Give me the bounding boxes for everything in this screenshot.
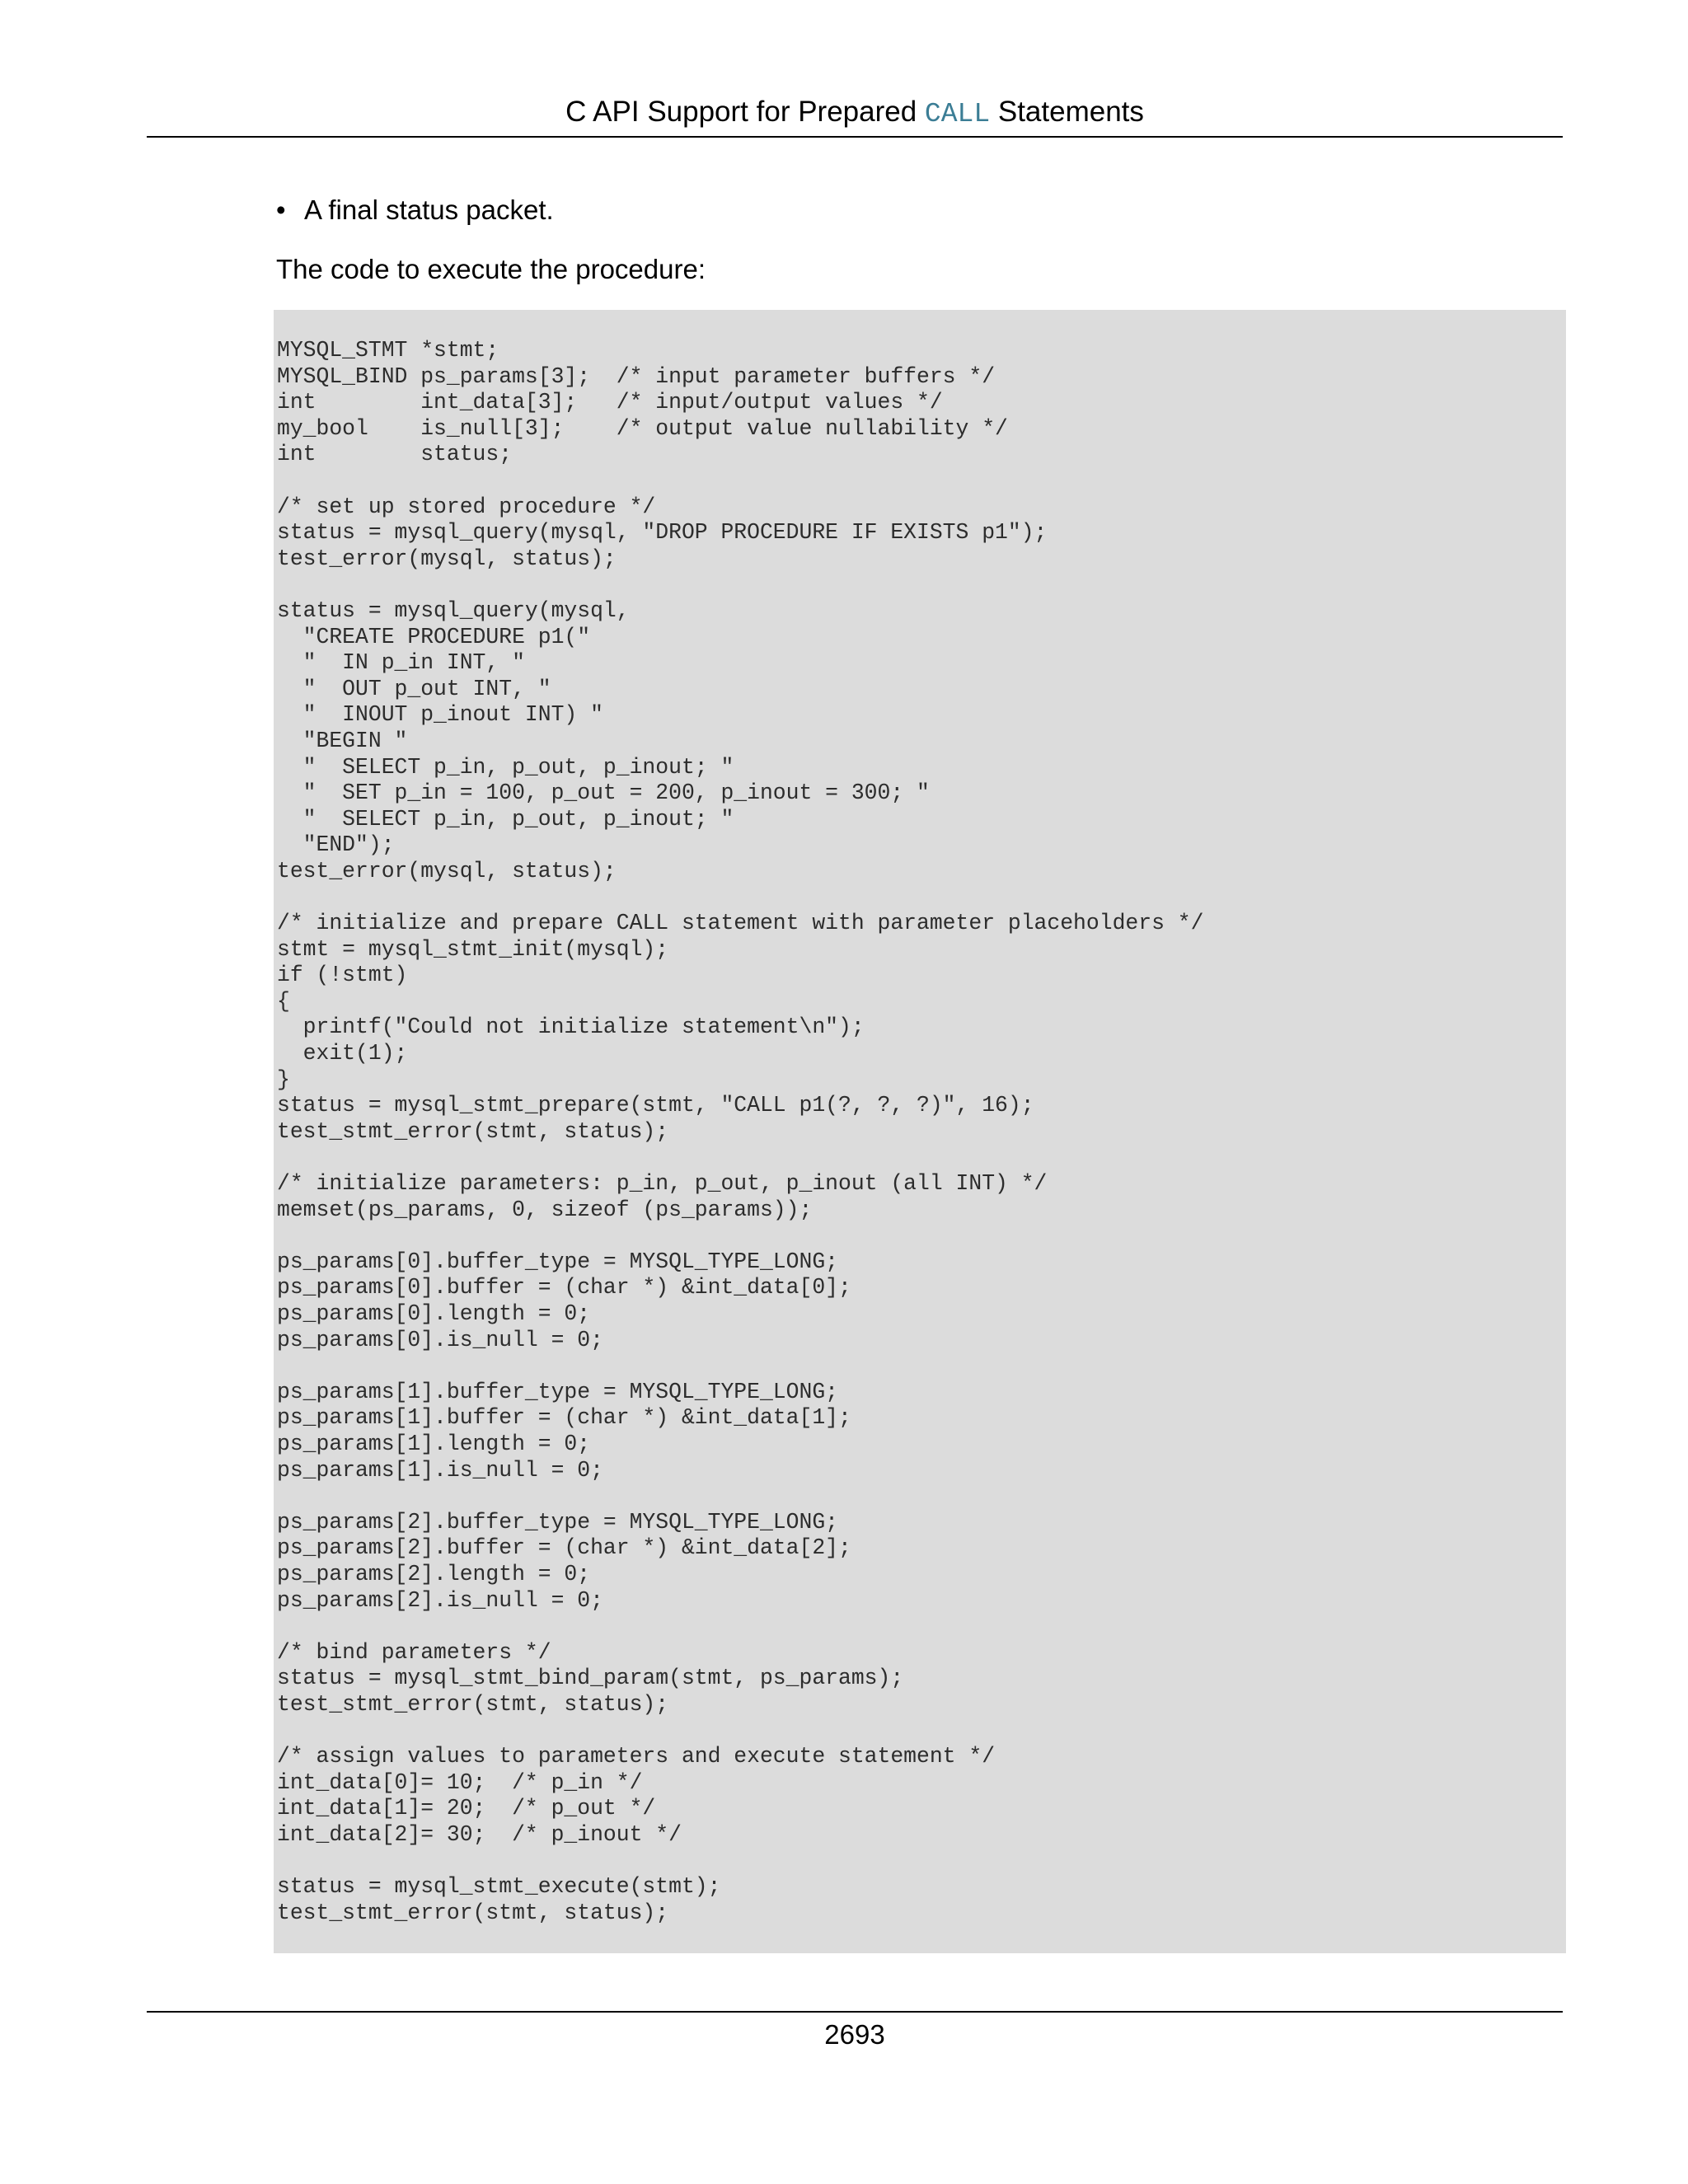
header-divider: [147, 136, 1563, 138]
page-number: 2693: [824, 2019, 885, 2050]
bullet-item: [276, 191, 554, 229]
header-title-after: Statements: [990, 96, 1144, 128]
page-header: [147, 92, 1563, 134]
footer-divider: [147, 2011, 1563, 2013]
header-title-code: CALL: [924, 99, 991, 129]
header-title-before: C API Support for Prepared: [565, 96, 925, 128]
bullet-marker: •: [276, 194, 286, 225]
bullet-text: A final status packet.: [304, 194, 554, 225]
code-block: MYSQL_STMT *stmt; MYSQL_BIND ps_params[3]; /* input parameter buffers */ int int_data[3]; /* input/output values */ my_bool is_null[3]; /* output value nullability */ int status; /* set up stored procedure */ status = mysql_query(mysql, "DROP PROCEDURE IF EXISTS p1"); test_error(mysql, status); status = mysql_query(mysql, "CREATE PROCEDURE p1(" " IN p_in INT, " " OUT p_out INT, " " INOUT p_inout INT) " "BEGIN " " SELECT p_in, p_out, p_inout; " " SET p_in = 100, p_out = 200, p_inout = 300; " " SELECT p_in, p_out, p_inout; " "END"); test_error(mysql, status); /* initialize and prepare CALL statement with parameter placeholders */ stmt = mysql_stmt_init(mysql); if (!stmt) { printf("Could not initialize statement\n"); exit(1); } status = mysql_stmt_prepare(stmt, "CALL p1(?, ?, ?)", 16); test_stmt_error(stmt, status); /* initialize parameters: p_in, p_out, p_inout (all INT) */ memset(ps_params, 0, sizeof (ps_params)); ps_params[0].buffer_type = MYSQL_TYPE_LONG; ps_params[0].buffer = (char *) &int_data[0]; ps_params[0].length = 0; ps_params[0].is_null = 0; ps_params[1].buffer_type = MYSQL_TYPE_LONG; ps_params[1].buffer = (char *) &int_data[1]; ps_params[1].length = 0; ps_params[1].is_null = 0; ps_params[2].buffer_type = MYSQL_TYPE_LONG; ps_params[2].buffer = (char *) &int_data[2]; ps_params[2].length = 0; ps_params[2].is_null = 0; /* bind parameters */ status = mysql_stmt_bind_param(stmt, ps_params); test_stmt_error(stmt, status); /* assign values to parameters and execute statement */ int_data[0]= 10; /* p_in */ int_data[1]= 20; /* p_out */ int_data[2]= 30; /* p_inout */ status = mysql_stmt_execute(stmt); test_stmt_error(stmt, status);: [274, 310, 1566, 1953]
intro-paragraph: The code to execute the procedure:: [276, 254, 706, 284]
